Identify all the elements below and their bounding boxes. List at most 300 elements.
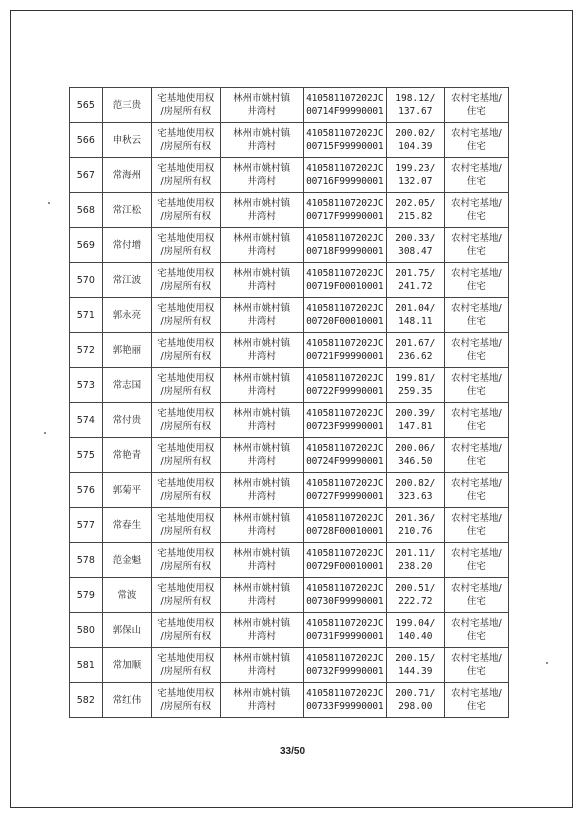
unit-code-cell-line: 00722F99990001: [306, 386, 384, 397]
area-cell-line: 259.35: [398, 386, 433, 397]
area-cell-line: 298.00: [398, 701, 433, 712]
right-type-cell-line: /房屋所有权: [160, 246, 212, 257]
unit-code-cell: [303, 158, 386, 193]
owner-name-cell: 常海州: [102, 158, 151, 193]
location-cell-line: 井湾村: [247, 106, 276, 117]
unit-code-cell-line: 00729F00010001: [306, 561, 384, 572]
location-cell-line: 井湾村: [247, 386, 276, 397]
location-cell-line: 林州市姚村镇: [233, 443, 291, 454]
unit-code-cell: [303, 333, 386, 368]
right-type-cell-line: 宅基地使用权: [157, 443, 215, 454]
area-cell-line: 200.15/: [395, 653, 436, 664]
row-number-cell: 580: [70, 613, 103, 648]
row-number-cell: 574: [70, 403, 103, 438]
right-type-cell-line: /房屋所有权: [160, 176, 212, 187]
row-number-cell: 569: [70, 228, 103, 263]
land-use-cell-line: 农村宅基地/: [451, 128, 502, 139]
area-cell-line: 200.82/: [395, 478, 436, 489]
right-type-cell-line: 宅基地使用权: [157, 583, 215, 594]
land-use-cell-line: 住宅: [466, 281, 486, 292]
table-row: [70, 123, 509, 158]
row-number-cell: 572: [70, 333, 103, 368]
right-type-cell: [152, 228, 220, 263]
location-cell-line: 井湾村: [247, 351, 276, 362]
unit-code-cell-line: 410581107202JC: [306, 583, 384, 594]
area-cell-line: 202.05/: [395, 198, 436, 209]
scan-speck: [44, 432, 46, 434]
land-use-cell: [444, 473, 508, 508]
area-cell: [386, 508, 444, 543]
location-cell: [220, 263, 303, 298]
right-type-cell: [152, 88, 220, 123]
location-cell: [220, 438, 303, 473]
location-cell-line: 井湾村: [247, 526, 276, 537]
location-cell-line: 林州市姚村镇: [233, 338, 291, 349]
land-use-cell-line: 农村宅基地/: [451, 443, 502, 454]
owner-name-cell: 常艳青: [102, 438, 151, 473]
location-cell-line: 井湾村: [247, 246, 276, 257]
land-use-cell-line: 住宅: [466, 106, 486, 117]
land-use-cell-line: 农村宅基地/: [451, 478, 502, 489]
table-row: [70, 263, 509, 298]
location-cell-line: 井湾村: [247, 421, 276, 432]
area-cell: [386, 158, 444, 193]
right-type-cell: [152, 578, 220, 613]
area-cell-line: 200.06/: [395, 443, 436, 454]
right-type-cell: [152, 648, 220, 683]
land-use-cell: [444, 88, 508, 123]
land-use-cell: [444, 368, 508, 403]
land-use-cell-line: 住宅: [466, 631, 486, 642]
unit-code-cell: [303, 473, 386, 508]
location-cell-line: 林州市姚村镇: [233, 303, 291, 314]
table-row: [70, 473, 509, 508]
owner-name-cell: 常江波: [102, 263, 151, 298]
location-cell: [220, 543, 303, 578]
location-cell-line: 林州市姚村镇: [233, 548, 291, 559]
area-cell-line: 236.62: [398, 351, 433, 362]
owner-name-cell: 常江松: [102, 193, 151, 228]
owner-name-cell: 常付增: [102, 228, 151, 263]
unit-code-cell-line: 410581107202JC: [306, 198, 384, 209]
right-type-cell-line: /房屋所有权: [160, 561, 212, 572]
location-cell-line: 林州市姚村镇: [233, 373, 291, 384]
right-type-cell-line: 宅基地使用权: [157, 163, 215, 174]
right-type-cell: [152, 123, 220, 158]
table-row: [70, 368, 509, 403]
unit-code-cell-line: 410581107202JC: [306, 233, 384, 244]
land-use-cell-line: 住宅: [466, 421, 486, 432]
owner-name-cell: 郭保山: [102, 613, 151, 648]
owner-name-cell: 郭菊平: [102, 473, 151, 508]
area-cell: [386, 683, 444, 718]
row-number-cell: 577: [70, 508, 103, 543]
location-cell: [220, 123, 303, 158]
area-cell-line: 346.50: [398, 456, 433, 467]
location-cell-line: 井湾村: [247, 176, 276, 187]
location-cell-line: 井湾村: [247, 141, 276, 152]
unit-code-cell-line: 410581107202JC: [306, 478, 384, 489]
right-type-cell: [152, 613, 220, 648]
location-cell-line: 井湾村: [247, 701, 276, 712]
location-cell-line: 井湾村: [247, 456, 276, 467]
right-type-cell-line: 宅基地使用权: [157, 373, 215, 384]
right-type-cell-line: /房屋所有权: [160, 106, 212, 117]
location-cell: [220, 298, 303, 333]
area-cell-line: 201.11/: [395, 548, 436, 559]
row-number-cell: 566: [70, 123, 103, 158]
row-number-cell: 571: [70, 298, 103, 333]
area-cell-line: 200.39/: [395, 408, 436, 419]
area-cell-line: 199.23/: [395, 163, 436, 174]
unit-code-cell-line: 410581107202JC: [306, 513, 384, 524]
land-use-cell: [444, 403, 508, 438]
right-type-cell-line: 宅基地使用权: [157, 478, 215, 489]
table-row: [70, 578, 509, 613]
location-cell-line: 井湾村: [247, 281, 276, 292]
land-use-cell-line: 农村宅基地/: [451, 233, 502, 244]
area-cell-line: 200.33/: [395, 233, 436, 244]
owner-name-cell: 常志国: [102, 368, 151, 403]
right-type-cell-line: 宅基地使用权: [157, 233, 215, 244]
location-cell-line: 林州市姚村镇: [233, 268, 291, 279]
area-cell-line: 308.47: [398, 246, 433, 257]
land-use-cell-line: 住宅: [466, 561, 486, 572]
land-use-cell-line: 农村宅基地/: [451, 303, 502, 314]
land-use-cell-line: 住宅: [466, 351, 486, 362]
row-number-cell: 568: [70, 193, 103, 228]
area-cell: [386, 88, 444, 123]
unit-code-cell: [303, 578, 386, 613]
unit-code-cell-line: 410581107202JC: [306, 303, 384, 314]
right-type-cell: [152, 368, 220, 403]
area-cell: [386, 193, 444, 228]
location-cell: [220, 648, 303, 683]
unit-code-cell: [303, 543, 386, 578]
location-cell: [220, 193, 303, 228]
scan-speck: [546, 662, 548, 664]
area-cell: [386, 648, 444, 683]
right-type-cell-line: /房屋所有权: [160, 141, 212, 152]
location-cell: [220, 473, 303, 508]
unit-code-cell-line: 410581107202JC: [306, 618, 384, 629]
right-type-cell: [152, 508, 220, 543]
location-cell-line: 林州市姚村镇: [233, 128, 291, 139]
right-type-cell-line: /房屋所有权: [160, 701, 212, 712]
right-type-cell-line: 宅基地使用权: [157, 513, 215, 524]
unit-code-cell-line: 00717F99990001: [306, 211, 384, 222]
land-use-cell-line: 住宅: [466, 666, 486, 677]
location-cell-line: 井湾村: [247, 211, 276, 222]
location-cell-line: 林州市姚村镇: [233, 163, 291, 174]
right-type-cell-line: 宅基地使用权: [157, 653, 215, 664]
row-number-cell: 567: [70, 158, 103, 193]
right-type-cell-line: /房屋所有权: [160, 281, 212, 292]
right-type-cell: [152, 298, 220, 333]
land-use-cell-line: 农村宅基地/: [451, 93, 502, 104]
right-type-cell-line: /房屋所有权: [160, 666, 212, 677]
location-cell: [220, 613, 303, 648]
right-type-cell: [152, 683, 220, 718]
land-use-cell-line: 农村宅基地/: [451, 408, 502, 419]
land-use-cell-line: 住宅: [466, 386, 486, 397]
right-type-cell: [152, 438, 220, 473]
land-use-cell: [444, 333, 508, 368]
row-number-cell: 565: [70, 88, 103, 123]
land-use-cell-line: 住宅: [466, 701, 486, 712]
owner-name-cell: 常红伟: [102, 683, 151, 718]
right-type-cell-line: /房屋所有权: [160, 456, 212, 467]
land-use-cell-line: 住宅: [466, 141, 486, 152]
right-type-cell-line: 宅基地使用权: [157, 303, 215, 314]
area-cell: [386, 438, 444, 473]
row-number-cell: 579: [70, 578, 103, 613]
unit-code-cell-line: 00715F99990001: [306, 141, 384, 152]
area-cell-line: 215.82: [398, 211, 433, 222]
location-cell-line: 林州市姚村镇: [233, 583, 291, 594]
table-row: [70, 228, 509, 263]
right-type-cell-line: /房屋所有权: [160, 631, 212, 642]
unit-code-cell-line: 410581107202JC: [306, 163, 384, 174]
right-type-cell: [152, 403, 220, 438]
area-cell-line: 200.71/: [395, 688, 436, 699]
location-cell-line: 林州市姚村镇: [233, 653, 291, 664]
area-cell-line: 144.39: [398, 666, 433, 677]
records-table-body: [70, 88, 509, 718]
area-cell-line: 200.51/: [395, 583, 436, 594]
unit-code-cell-line: 410581107202JC: [306, 548, 384, 559]
area-cell: [386, 123, 444, 158]
area-cell-line: 201.04/: [395, 303, 436, 314]
owner-name-cell: 常付贵: [102, 403, 151, 438]
land-use-cell-line: 住宅: [466, 596, 486, 607]
area-cell-line: 137.67: [398, 106, 433, 117]
right-type-cell-line: 宅基地使用权: [157, 268, 215, 279]
land-use-cell-line: 农村宅基地/: [451, 268, 502, 279]
right-type-cell-line: 宅基地使用权: [157, 93, 215, 104]
right-type-cell-line: /房屋所有权: [160, 596, 212, 607]
location-cell: [220, 403, 303, 438]
land-use-cell: [444, 578, 508, 613]
scan-speck: [48, 202, 50, 204]
area-cell-line: 140.40: [398, 631, 433, 642]
land-use-cell-line: 农村宅基地/: [451, 513, 502, 524]
location-cell: [220, 88, 303, 123]
table-row: [70, 683, 509, 718]
right-type-cell-line: 宅基地使用权: [157, 688, 215, 699]
land-use-cell-line: 农村宅基地/: [451, 618, 502, 629]
area-cell: [386, 543, 444, 578]
unit-code-cell: [303, 228, 386, 263]
location-cell-line: 林州市姚村镇: [233, 513, 291, 524]
area-cell-line: 199.04/: [395, 618, 436, 629]
area-cell: [386, 298, 444, 333]
unit-code-cell-line: 410581107202JC: [306, 128, 384, 139]
row-number-cell: 578: [70, 543, 103, 578]
location-cell: [220, 158, 303, 193]
location-cell: [220, 683, 303, 718]
land-use-cell: [444, 543, 508, 578]
land-use-cell-line: 农村宅基地/: [451, 688, 502, 699]
location-cell: [220, 578, 303, 613]
table-row: [70, 403, 509, 438]
right-type-cell-line: 宅基地使用权: [157, 618, 215, 629]
unit-code-cell-line: 410581107202JC: [306, 443, 384, 454]
area-cell-line: 210.76: [398, 526, 433, 537]
unit-code-cell-line: 00718F99990001: [306, 246, 384, 257]
right-type-cell: [152, 473, 220, 508]
land-use-cell-line: 农村宅基地/: [451, 653, 502, 664]
location-cell-line: 林州市姚村镇: [233, 688, 291, 699]
area-cell-line: 147.81: [398, 421, 433, 432]
location-cell-line: 井湾村: [247, 561, 276, 572]
unit-code-cell-line: 00730F99990001: [306, 596, 384, 607]
unit-code-cell: [303, 123, 386, 158]
table-row: [70, 298, 509, 333]
unit-code-cell-line: 00721F99990001: [306, 351, 384, 362]
table-row: [70, 438, 509, 473]
records-table: [69, 87, 509, 718]
unit-code-cell: [303, 263, 386, 298]
table-row: [70, 193, 509, 228]
location-cell-line: 林州市姚村镇: [233, 93, 291, 104]
land-use-cell-line: 农村宅基地/: [451, 163, 502, 174]
land-use-cell-line: 农村宅基地/: [451, 583, 502, 594]
owner-name-cell: 范金魁: [102, 543, 151, 578]
right-type-cell-line: 宅基地使用权: [157, 128, 215, 139]
area-cell-line: 201.75/: [395, 268, 436, 279]
unit-code-cell-line: 00724F99990001: [306, 456, 384, 467]
unit-code-cell-line: 00733F99990001: [306, 701, 384, 712]
location-cell-line: 林州市姚村镇: [233, 233, 291, 244]
unit-code-cell-line: 00731F99990001: [306, 631, 384, 642]
land-use-cell: [444, 613, 508, 648]
land-use-cell: [444, 648, 508, 683]
area-cell-line: 201.36/: [395, 513, 436, 524]
owner-name-cell: 常加顺: [102, 648, 151, 683]
area-cell: [386, 263, 444, 298]
land-use-cell: [444, 158, 508, 193]
unit-code-cell-line: 410581107202JC: [306, 373, 384, 384]
land-use-cell: [444, 298, 508, 333]
area-cell: [386, 368, 444, 403]
unit-code-cell-line: 410581107202JC: [306, 338, 384, 349]
owner-name-cell: 郭艳丽: [102, 333, 151, 368]
location-cell-line: 林州市姚村镇: [233, 618, 291, 629]
owner-name-cell: 申秋云: [102, 123, 151, 158]
location-cell-line: 井湾村: [247, 666, 276, 677]
area-cell: [386, 333, 444, 368]
area-cell: [386, 403, 444, 438]
right-type-cell-line: /房屋所有权: [160, 386, 212, 397]
location-cell-line: 井湾村: [247, 491, 276, 502]
land-use-cell-line: 农村宅基地/: [451, 548, 502, 559]
land-use-cell: [444, 193, 508, 228]
owner-name-cell: 范三贵: [102, 88, 151, 123]
unit-code-cell-line: 00728F00010001: [306, 526, 384, 537]
area-cell: [386, 578, 444, 613]
unit-code-cell-line: 410581107202JC: [306, 653, 384, 664]
right-type-cell-line: 宅基地使用权: [157, 338, 215, 349]
unit-code-cell: [303, 403, 386, 438]
unit-code-cell-line: 00723F99990001: [306, 421, 384, 432]
location-cell-line: 林州市姚村镇: [233, 408, 291, 419]
land-use-cell: [444, 683, 508, 718]
row-number-cell: 573: [70, 368, 103, 403]
owner-name-cell: 郭永亮: [102, 298, 151, 333]
land-use-cell: [444, 263, 508, 298]
right-type-cell-line: /房屋所有权: [160, 526, 212, 537]
right-type-cell-line: 宅基地使用权: [157, 198, 215, 209]
unit-code-cell-line: 00720F00010001: [306, 316, 384, 327]
area-cell-line: 148.11: [398, 316, 433, 327]
table-row: [70, 648, 509, 683]
unit-code-cell-line: 00732F99990001: [306, 666, 384, 677]
table-row: [70, 508, 509, 543]
land-use-cell-line: 农村宅基地/: [451, 198, 502, 209]
unit-code-cell: [303, 88, 386, 123]
unit-code-cell-line: 00719F00010001: [306, 281, 384, 292]
area-cell-line: 222.72: [398, 596, 433, 607]
area-cell-line: 200.02/: [395, 128, 436, 139]
land-use-cell-line: 农村宅基地/: [451, 373, 502, 384]
table-row: [70, 543, 509, 578]
location-cell-line: 林州市姚村镇: [233, 198, 291, 209]
row-number-cell: 575: [70, 438, 103, 473]
unit-code-cell: [303, 368, 386, 403]
land-use-cell-line: 住宅: [466, 211, 486, 222]
right-type-cell: [152, 193, 220, 228]
location-cell: [220, 333, 303, 368]
location-cell: [220, 508, 303, 543]
area-cell: [386, 228, 444, 263]
location-cell-line: 井湾村: [247, 596, 276, 607]
land-use-cell: [444, 438, 508, 473]
unit-code-cell: [303, 298, 386, 333]
right-type-cell-line: /房屋所有权: [160, 316, 212, 327]
area-cell-line: 132.07: [398, 176, 433, 187]
land-use-cell-line: 住宅: [466, 316, 486, 327]
right-type-cell: [152, 333, 220, 368]
location-cell: [220, 228, 303, 263]
unit-code-cell-line: 410581107202JC: [306, 93, 384, 104]
table-row: [70, 88, 509, 123]
land-use-cell: [444, 228, 508, 263]
unit-code-cell-line: 00716F99990001: [306, 176, 384, 187]
area-cell: [386, 613, 444, 648]
land-use-cell-line: 住宅: [466, 246, 486, 257]
unit-code-cell: [303, 438, 386, 473]
table-row: [70, 613, 509, 648]
unit-code-cell-line: 410581107202JC: [306, 268, 384, 279]
right-type-cell-line: /房屋所有权: [160, 351, 212, 362]
unit-code-cell: [303, 683, 386, 718]
owner-name-cell: 常波: [102, 578, 151, 613]
land-use-cell-line: 住宅: [466, 176, 486, 187]
right-type-cell-line: /房屋所有权: [160, 211, 212, 222]
location-cell: [220, 368, 303, 403]
table-row: [70, 333, 509, 368]
unit-code-cell-line: 410581107202JC: [306, 688, 384, 699]
unit-code-cell: [303, 648, 386, 683]
unit-code-cell: [303, 613, 386, 648]
location-cell-line: 井湾村: [247, 631, 276, 642]
right-type-cell-line: /房屋所有权: [160, 421, 212, 432]
land-use-cell-line: 住宅: [466, 491, 486, 502]
area-cell-line: 241.72: [398, 281, 433, 292]
right-type-cell: [152, 543, 220, 578]
area-cell-line: 199.81/: [395, 373, 436, 384]
